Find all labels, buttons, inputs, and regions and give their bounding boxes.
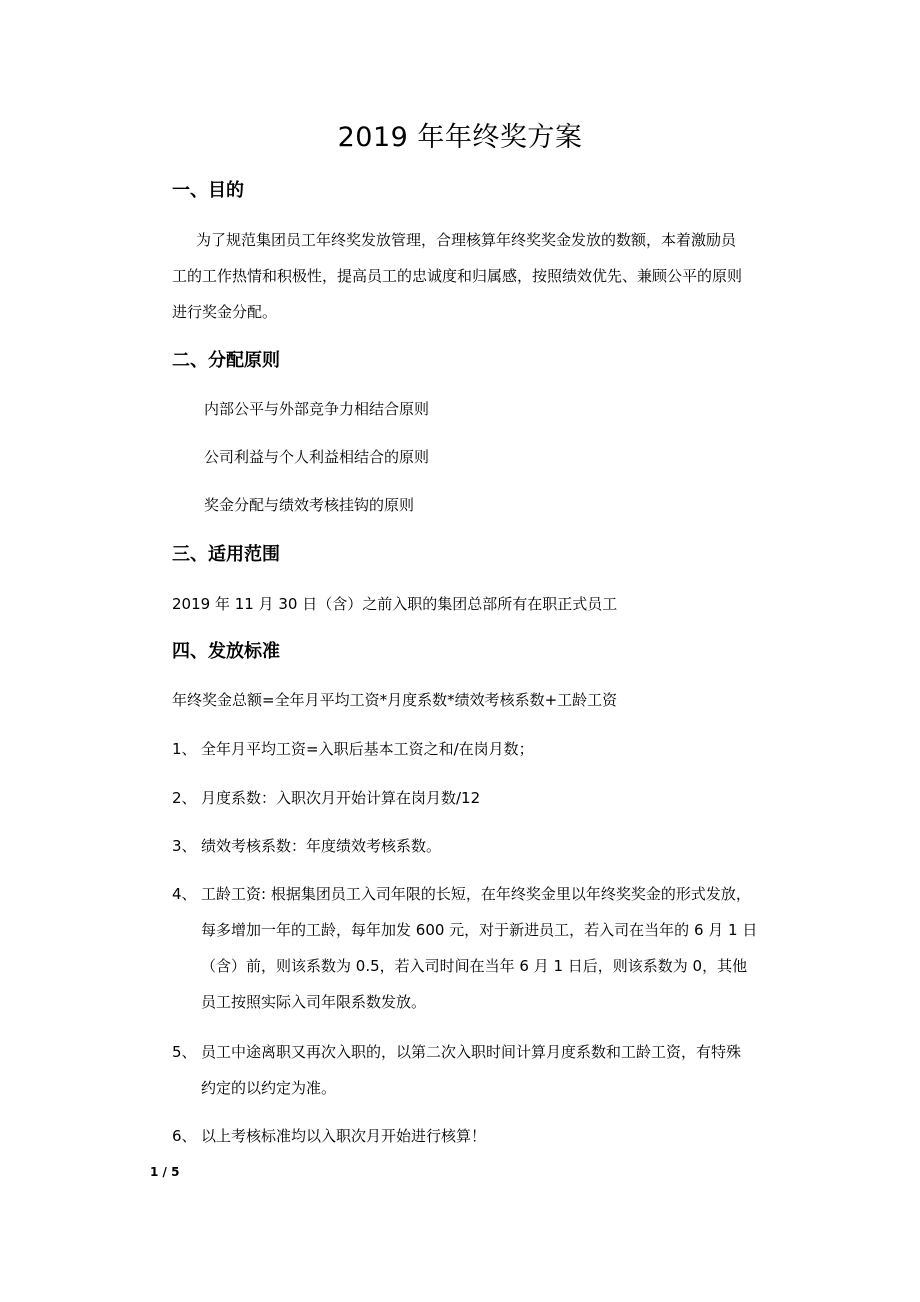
page-title: 2019 年年终奖方案 (337, 122, 583, 153)
standard-item-text: 员工中途离职又再次入职的，以第二次入职时间计算月度系数和工龄工资，有特殊 (201, 1043, 742, 1061)
standard-item-text: 全年月平均工资=入职后基本工资之和/在岗月数； (201, 740, 534, 758)
principle-item-3: 奖金分配与绩效考核挂钩的原则 (204, 496, 415, 514)
principle-item-1: 内部公平与外部竞争力相结合原则 (204, 400, 430, 418)
purpose-line-1: 为了规范集团员工年终奖发放管理，合理核算年终奖奖金发放的数额，本着激励员 (196, 231, 737, 249)
page-number: 1 / 5 (150, 1165, 180, 1179)
standard-item-number: 2、 (172, 789, 197, 807)
standard-item-number: 6、 (172, 1127, 197, 1145)
section-heading-principles: 二、分配原则 (172, 350, 280, 371)
standard-item-text: 约定的以约定为准。 (201, 1079, 337, 1097)
standard-item-number: 1、 (172, 740, 197, 758)
section-heading-scope: 三、适用范围 (172, 544, 280, 565)
standard-item-text: （含）前，则该系数为 0.5，若入司时间在当年 6 月 1 日后，则该系数为 0，其他 (201, 957, 748, 975)
principle-item-2: 公司利益与个人利益相结合的原则 (204, 448, 430, 466)
purpose-line-2: 工的工作热情和积极性，提高员工的忠诚度和归属感，按照绩效优先、兼顾公平的原则 (172, 267, 743, 285)
section-heading-purpose: 一、目的 (172, 180, 244, 201)
standard-item-text: 工龄工资: 根据集团员工入司年限的长短，在年终奖金里以年终奖奖金的形式发放， (201, 885, 751, 903)
standard-item-number: 3、 (172, 837, 197, 855)
scope-text: 2019 年 11 月 30 日（含）之前入职的集团总部所有在职正式员工 (172, 595, 618, 613)
standard-item-text: 绩效考核系数：年度绩效考核系数。 (201, 837, 442, 855)
standard-item-text: 每多增加一年的工龄，每年加发 600 元，对于新进员工，若入司在当年的 6 月 1 日 (201, 921, 758, 939)
purpose-line-3: 进行奖金分配。 (172, 303, 278, 321)
standard-item-number: 4、 (172, 885, 197, 903)
standard-item-number: 5、 (172, 1043, 197, 1061)
bonus-formula: 年终奖金总额=全年月平均工资*月度系数*绩效考核系数+工龄工资 (172, 691, 618, 709)
standard-item-text: 以上考核标准均以入职次月开始进行核算！ (201, 1127, 487, 1145)
standard-item-text: 员工按照实际入司年限系数发放。 (201, 993, 427, 1011)
standard-item-text: 月度系数：入职次月开始计算在岗月数/12 (201, 789, 481, 807)
section-heading-standard: 四、发放标准 (172, 641, 280, 662)
